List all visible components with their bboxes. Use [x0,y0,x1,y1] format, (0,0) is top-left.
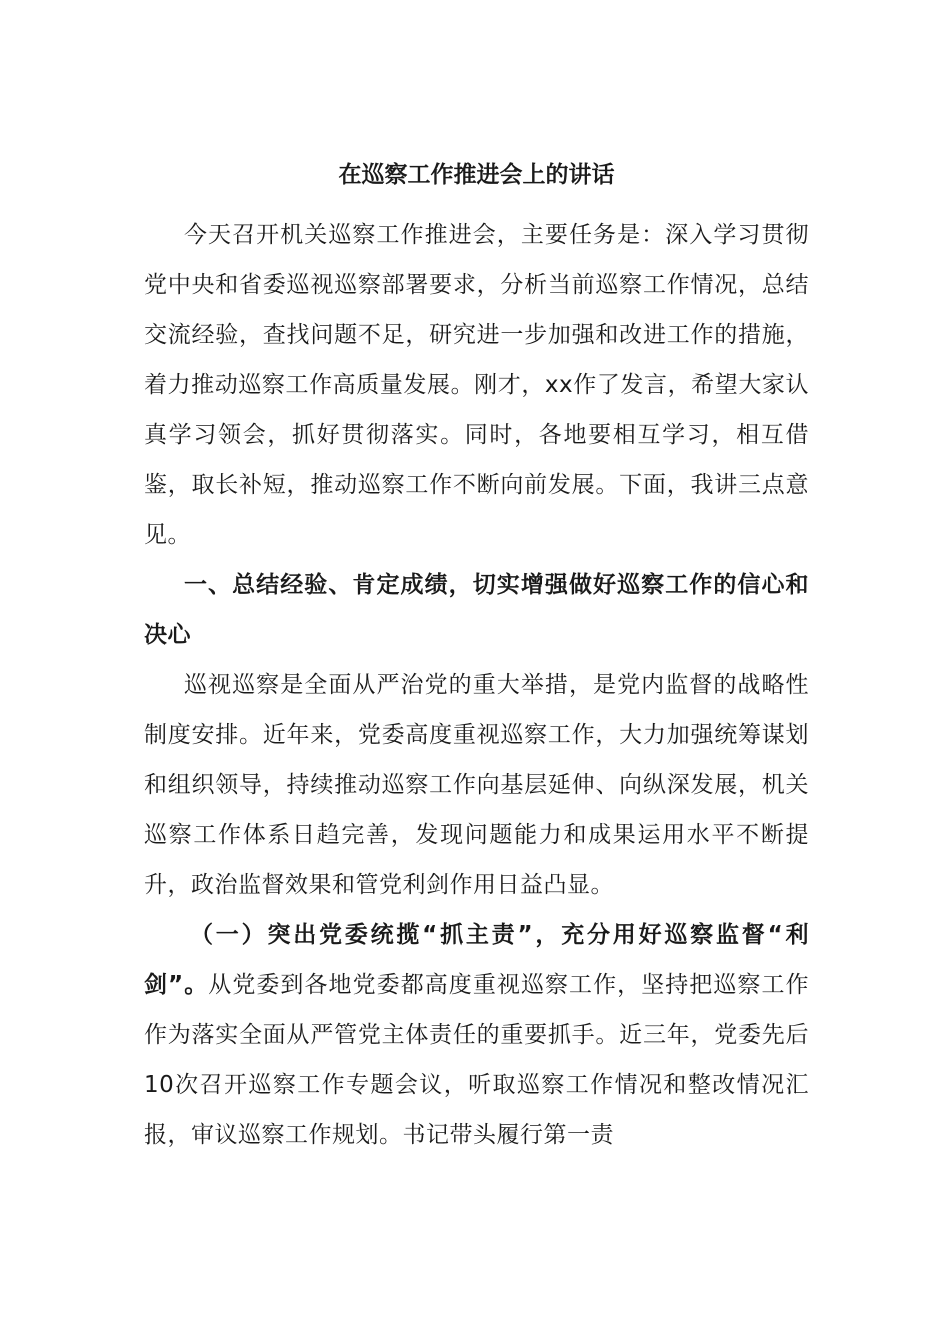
document-body [144,150,809,1160]
document-title: 在巡察工作推进会上的讲话 [338,162,615,188]
section-1-paragraph: 巡视巡察是全面从严治党的重大举措，是党内监督的战略性制度安排。近年来，党委高度重视巡察工作，大力加强统筹谋划和组织领导，持续推动巡察工作向基层延伸、向纵深发展，机关巡察工作体系日趋完善，发现问题能力和成果运用水平不断提升，政治监督效果和管党利剑作用日益凸显。 [144,672,809,898]
subsection-1-text: 从党委到各地党委都高度重视巡察工作，坚持把巡察工作作为落实全面从严管党主体责任的重要抓手。近三年，党委先后10次召开巡察工作专题会议，听取巡察工作情况和整改情况汇报，审议巡察工作规划。书记带头履行第一责 [144,972,810,1148]
subsection-1-heading: （一）突出党委统揽“抓主责”，充分用好巡察监督“利剑”。 [144,922,809,998]
intro-paragraph: 今天召开机关巡察工作推进会，主要任务是：深入学习贯彻党中央和省委巡视巡察部署要求，分析当前巡察工作情况，总结交流经验，查找问题不足，研究进一步加强和改进工作的措施，着力推动巡察工作高质量发展。刚才，xx作了发言，希望大家认真学习领会，抓好贯彻落实。同时，各地要相互学习，相互借鉴，取长补短，推动巡察工作不断向前发展。下面，我讲三点意见。 [144,222,809,548]
subsection-1-paragraph [144,910,809,1160]
section-heading-1: 一、总结经验、肯定成绩，切实增强做好巡察工作的信心和决心 [144,572,809,648]
